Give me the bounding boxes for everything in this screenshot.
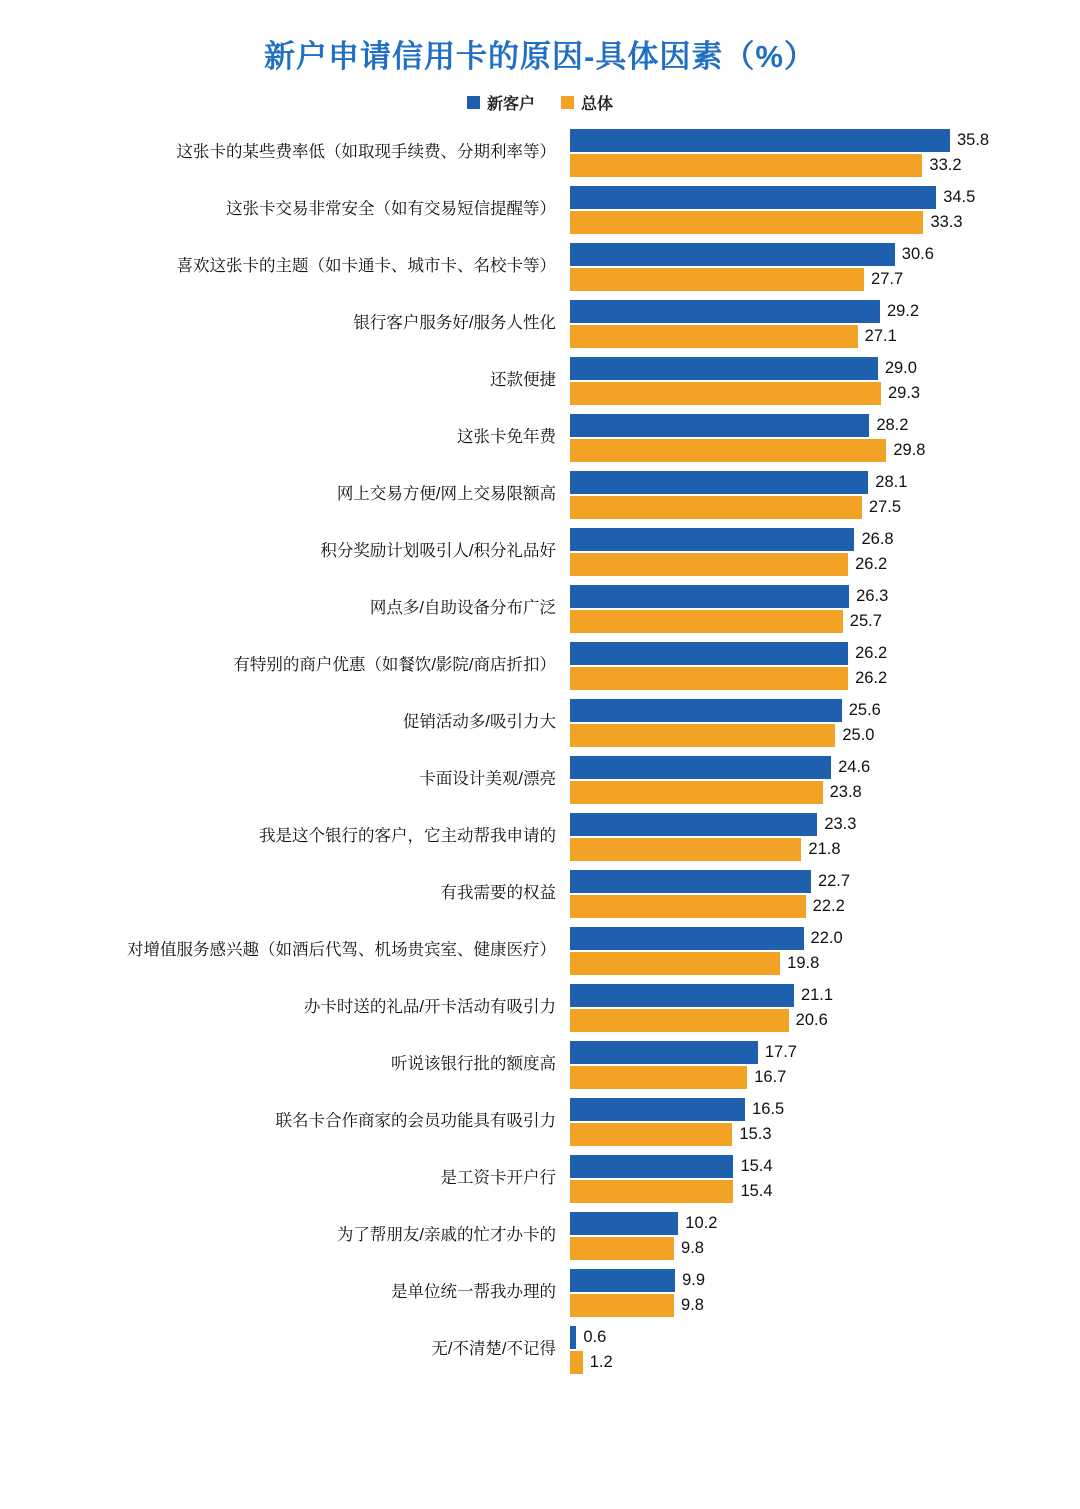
bar-value-label: 25.7 (849, 612, 882, 631)
chart-row (60, 927, 1060, 975)
bar-line (570, 610, 1060, 633)
bar-overall (570, 553, 848, 576)
bar-line (570, 414, 1060, 437)
bar-value-label: 26.3 (856, 587, 889, 606)
bar-value-label: 1.2 (589, 1353, 613, 1372)
legend-label: 新客户 (486, 95, 535, 113)
chart-row (60, 357, 1060, 405)
bar-group (570, 585, 1060, 633)
bar-overall (570, 211, 923, 234)
bar-line (570, 553, 1060, 576)
bar-overall (570, 1180, 733, 1203)
bar-line (570, 585, 1060, 608)
bar-overall (570, 382, 881, 405)
bar-line (570, 1237, 1060, 1260)
bar-overall (570, 496, 862, 519)
bar-value-label: 26.2 (855, 644, 888, 663)
bar-line (570, 1326, 1060, 1349)
bar-line (570, 870, 1060, 893)
chart-row (60, 1269, 1060, 1317)
bar-group (570, 642, 1060, 690)
bar-group (570, 813, 1060, 861)
bar-line (570, 927, 1060, 950)
category-label: 无/不清楚/不记得 (431, 1340, 556, 1359)
bar-value-label: 26.2 (855, 669, 888, 688)
chart-plot-area (0, 129, 1080, 1374)
category-label: 办卡时送的礼品/开卡活动有吸引力 (303, 998, 556, 1017)
bar-value-label: 16.5 (752, 1100, 785, 1119)
category-label: 我是这个银行的客户，它主动帮我申请的 (259, 827, 556, 846)
bar-line (570, 813, 1060, 836)
chart-row (60, 756, 1060, 804)
bar-group (570, 1269, 1060, 1317)
bar-line (570, 528, 1060, 551)
chart-row (60, 1326, 1060, 1374)
bar-line (570, 699, 1060, 722)
bar-value-label: 27.1 (864, 327, 897, 346)
legend-label: 总体 (581, 95, 614, 113)
bar-group (570, 984, 1060, 1032)
bar-value-label: 23.3 (824, 815, 857, 834)
bar-value-label: 21.1 (800, 986, 834, 1005)
bar-line (570, 325, 1060, 348)
bar-group (570, 528, 1060, 576)
bar-line (570, 211, 1060, 234)
bar-line (570, 724, 1060, 747)
category-label: 是单位统一帮我办理的 (391, 1283, 556, 1302)
bar-new-customer (570, 642, 848, 665)
bar-new-customer (570, 699, 842, 722)
bar-line (570, 154, 1060, 177)
bar-overall (570, 1123, 732, 1146)
bar-line (570, 1098, 1060, 1121)
bar-line (570, 439, 1060, 462)
chart-row (60, 585, 1060, 633)
category-label: 是工资卡开户行 (440, 1169, 556, 1188)
chart-legend (0, 91, 1080, 113)
bar-group (570, 471, 1060, 519)
bar-new-customer (570, 357, 878, 380)
bar-line (570, 756, 1060, 779)
bar-value-label: 35.8 (957, 131, 990, 150)
bar-line (570, 1351, 1060, 1374)
bar-value-label: 30.6 (901, 245, 934, 264)
category-label: 这张卡免年费 (457, 428, 556, 447)
bar-value-label: 22.7 (817, 872, 851, 891)
bar-group (570, 1041, 1060, 1089)
bar-new-customer (570, 870, 811, 893)
chart-row (60, 186, 1060, 234)
bar-value-label: 29.0 (884, 359, 917, 378)
bar-new-customer (570, 1269, 675, 1292)
bar-overall (570, 439, 886, 462)
category-label: 卡面设计美观/漂亮 (419, 770, 556, 789)
bar-new-customer (570, 1326, 576, 1349)
bar-value-label: 26.8 (861, 530, 894, 549)
bar-value-label: 29.2 (886, 302, 920, 321)
legend-item-overall (561, 91, 613, 114)
bar-new-customer (570, 984, 794, 1007)
bar-overall (570, 952, 780, 975)
bar-value-label: 22.2 (812, 897, 845, 916)
bar-value-label: 25.6 (848, 701, 881, 720)
chart-row (60, 642, 1060, 690)
bar-line (570, 496, 1060, 519)
bar-line (570, 1180, 1060, 1203)
chart-row (60, 870, 1060, 918)
chart-row (60, 699, 1060, 747)
chart-row (60, 129, 1060, 177)
bar-line (570, 952, 1060, 975)
category-label: 还款便捷 (490, 371, 556, 390)
legend-swatch-icon (561, 96, 574, 109)
bar-group (570, 756, 1060, 804)
legend-item-new-customer (467, 91, 535, 114)
bar-line (570, 1066, 1060, 1089)
chart-row (60, 813, 1060, 861)
bar-value-label: 26.2 (855, 555, 888, 574)
category-label: 喜欢这张卡的主题（如卡通卡、城市卡、名校卡等） (176, 257, 556, 276)
bar-line (570, 186, 1060, 209)
category-label: 这张卡交易非常安全（如有交易短信提醒等） (226, 200, 556, 219)
bar-new-customer (570, 243, 895, 266)
category-label: 银行客户服务好/服务人性化 (353, 314, 556, 333)
bar-line (570, 471, 1060, 494)
bar-overall (570, 154, 922, 177)
bar-line (570, 1041, 1060, 1064)
bar-value-label: 19.8 (787, 954, 820, 973)
bar-value-label: 20.6 (795, 1011, 828, 1030)
bar-group (570, 927, 1060, 975)
bar-new-customer (570, 300, 880, 323)
bar-value-label: 22.0 (810, 929, 843, 948)
bar-new-customer (570, 1041, 758, 1064)
bar-overall (570, 325, 858, 348)
legend-swatch-icon (467, 96, 480, 109)
bar-overall (570, 781, 823, 804)
bar-new-customer (570, 1212, 678, 1235)
chart-row (60, 243, 1060, 291)
bar-value-label: 27.7 (871, 270, 904, 289)
bar-new-customer (570, 813, 817, 836)
bar-new-customer (570, 414, 869, 437)
bar-overall (570, 1294, 674, 1317)
bar-overall (570, 667, 848, 690)
bar-line (570, 268, 1060, 291)
bar-value-label: 10.2 (685, 1214, 718, 1233)
bar-group (570, 699, 1060, 747)
bar-new-customer (570, 186, 936, 209)
bar-overall (570, 1237, 674, 1260)
chart-row (60, 1155, 1060, 1203)
chart-row (60, 528, 1060, 576)
bar-line (570, 1212, 1060, 1235)
category-label: 联名卡合作商家的会员功能具有吸引力 (275, 1112, 556, 1131)
bar-group (570, 1326, 1060, 1374)
bar-line (570, 895, 1060, 918)
bar-value-label: 29.3 (888, 384, 921, 403)
category-label: 为了帮朋友/亲戚的忙才办卡的 (336, 1226, 556, 1245)
bar-group (570, 186, 1060, 234)
bar-line (570, 667, 1060, 690)
bar-overall (570, 895, 806, 918)
bar-value-label: 9.9 (682, 1271, 706, 1290)
bar-value-label: 29.8 (893, 441, 926, 460)
bar-line (570, 781, 1060, 804)
bar-value-label: 21.8 (808, 840, 841, 859)
bar-overall (570, 838, 801, 861)
bar-line (570, 300, 1060, 323)
bar-value-label: 15.4 (740, 1182, 773, 1201)
bar-line (570, 984, 1060, 1007)
bar-value-label: 28.2 (876, 416, 909, 435)
bar-value-label: 15.3 (739, 1125, 772, 1144)
bar-value-label: 34.5 (943, 188, 976, 207)
bar-value-label: 27.5 (868, 498, 902, 517)
bar-value-label: 15.4 (740, 1157, 773, 1176)
bar-group (570, 243, 1060, 291)
bar-line (570, 129, 1060, 152)
bar-value-label: 28.1 (875, 473, 908, 492)
chart-row (60, 300, 1060, 348)
category-label: 这张卡的某些费率低（如取现手续费、分期利率等） (176, 143, 556, 162)
category-label: 促销活动多/吸引力大 (402, 713, 556, 732)
bar-value-label: 23.8 (829, 783, 862, 802)
category-label: 网上交易方便/网上交易限额高 (336, 485, 556, 504)
bar-line (570, 642, 1060, 665)
chart-title: 新户申请信用卡的原因-具体因素（%） (264, 39, 816, 74)
bar-value-label: 0.6 (583, 1328, 607, 1347)
bar-new-customer (570, 1098, 745, 1121)
category-label: 有我需要的权益 (440, 884, 556, 903)
bar-new-customer (570, 1155, 733, 1178)
chart-row (60, 414, 1060, 462)
bar-value-label: 24.6 (838, 758, 871, 777)
bar-overall (570, 1351, 583, 1374)
bar-line (570, 1009, 1060, 1032)
bar-line (570, 1155, 1060, 1178)
bar-group (570, 1155, 1060, 1203)
chart-row (60, 1041, 1060, 1089)
bar-group (570, 1098, 1060, 1146)
bar-value-label: 33.3 (930, 213, 963, 232)
bar-value-label: 16.7 (754, 1068, 787, 1087)
bar-overall (570, 724, 835, 747)
bar-line (570, 243, 1060, 266)
chart-row (60, 1212, 1060, 1260)
category-label: 网点多/自助设备分布广泛 (369, 599, 556, 618)
chart-row (60, 984, 1060, 1032)
category-label: 有特别的商户优惠（如餐饮/影院/商店折扣） (233, 656, 556, 675)
bar-new-customer (570, 756, 831, 779)
bar-line (570, 382, 1060, 405)
bar-overall (570, 1066, 747, 1089)
bar-new-customer (570, 927, 804, 950)
bar-value-label: 9.8 (681, 1296, 704, 1315)
bar-overall (570, 610, 843, 633)
bar-group (570, 870, 1060, 918)
bar-group (570, 129, 1060, 177)
bar-new-customer (570, 528, 854, 551)
category-label: 对增值服务感兴趣（如酒后代驾、机场贵宾室、健康医疗） (127, 941, 556, 960)
bar-group (570, 300, 1060, 348)
bar-value-label: 33.2 (929, 156, 962, 175)
category-label: 听说该银行批的额度高 (391, 1055, 556, 1074)
bar-overall (570, 268, 864, 291)
bar-new-customer (570, 471, 868, 494)
chart-row (60, 471, 1060, 519)
chart-row (60, 1098, 1060, 1146)
bar-new-customer (570, 585, 849, 608)
bar-group (570, 357, 1060, 405)
bar-group (570, 414, 1060, 462)
bar-line (570, 1269, 1060, 1292)
bar-overall (570, 1009, 789, 1032)
bar-line (570, 357, 1060, 380)
bar-value-label: 25.0 (842, 726, 875, 745)
bar-value-label: 17.7 (764, 1043, 797, 1062)
bar-value-label: 9.8 (681, 1239, 704, 1258)
bar-line (570, 838, 1060, 861)
bar-new-customer (570, 129, 950, 152)
bar-line (570, 1123, 1060, 1146)
category-label: 积分奖励计划吸引人/积分礼品好 (320, 542, 556, 561)
bar-line (570, 1294, 1060, 1317)
bar-group (570, 1212, 1060, 1260)
